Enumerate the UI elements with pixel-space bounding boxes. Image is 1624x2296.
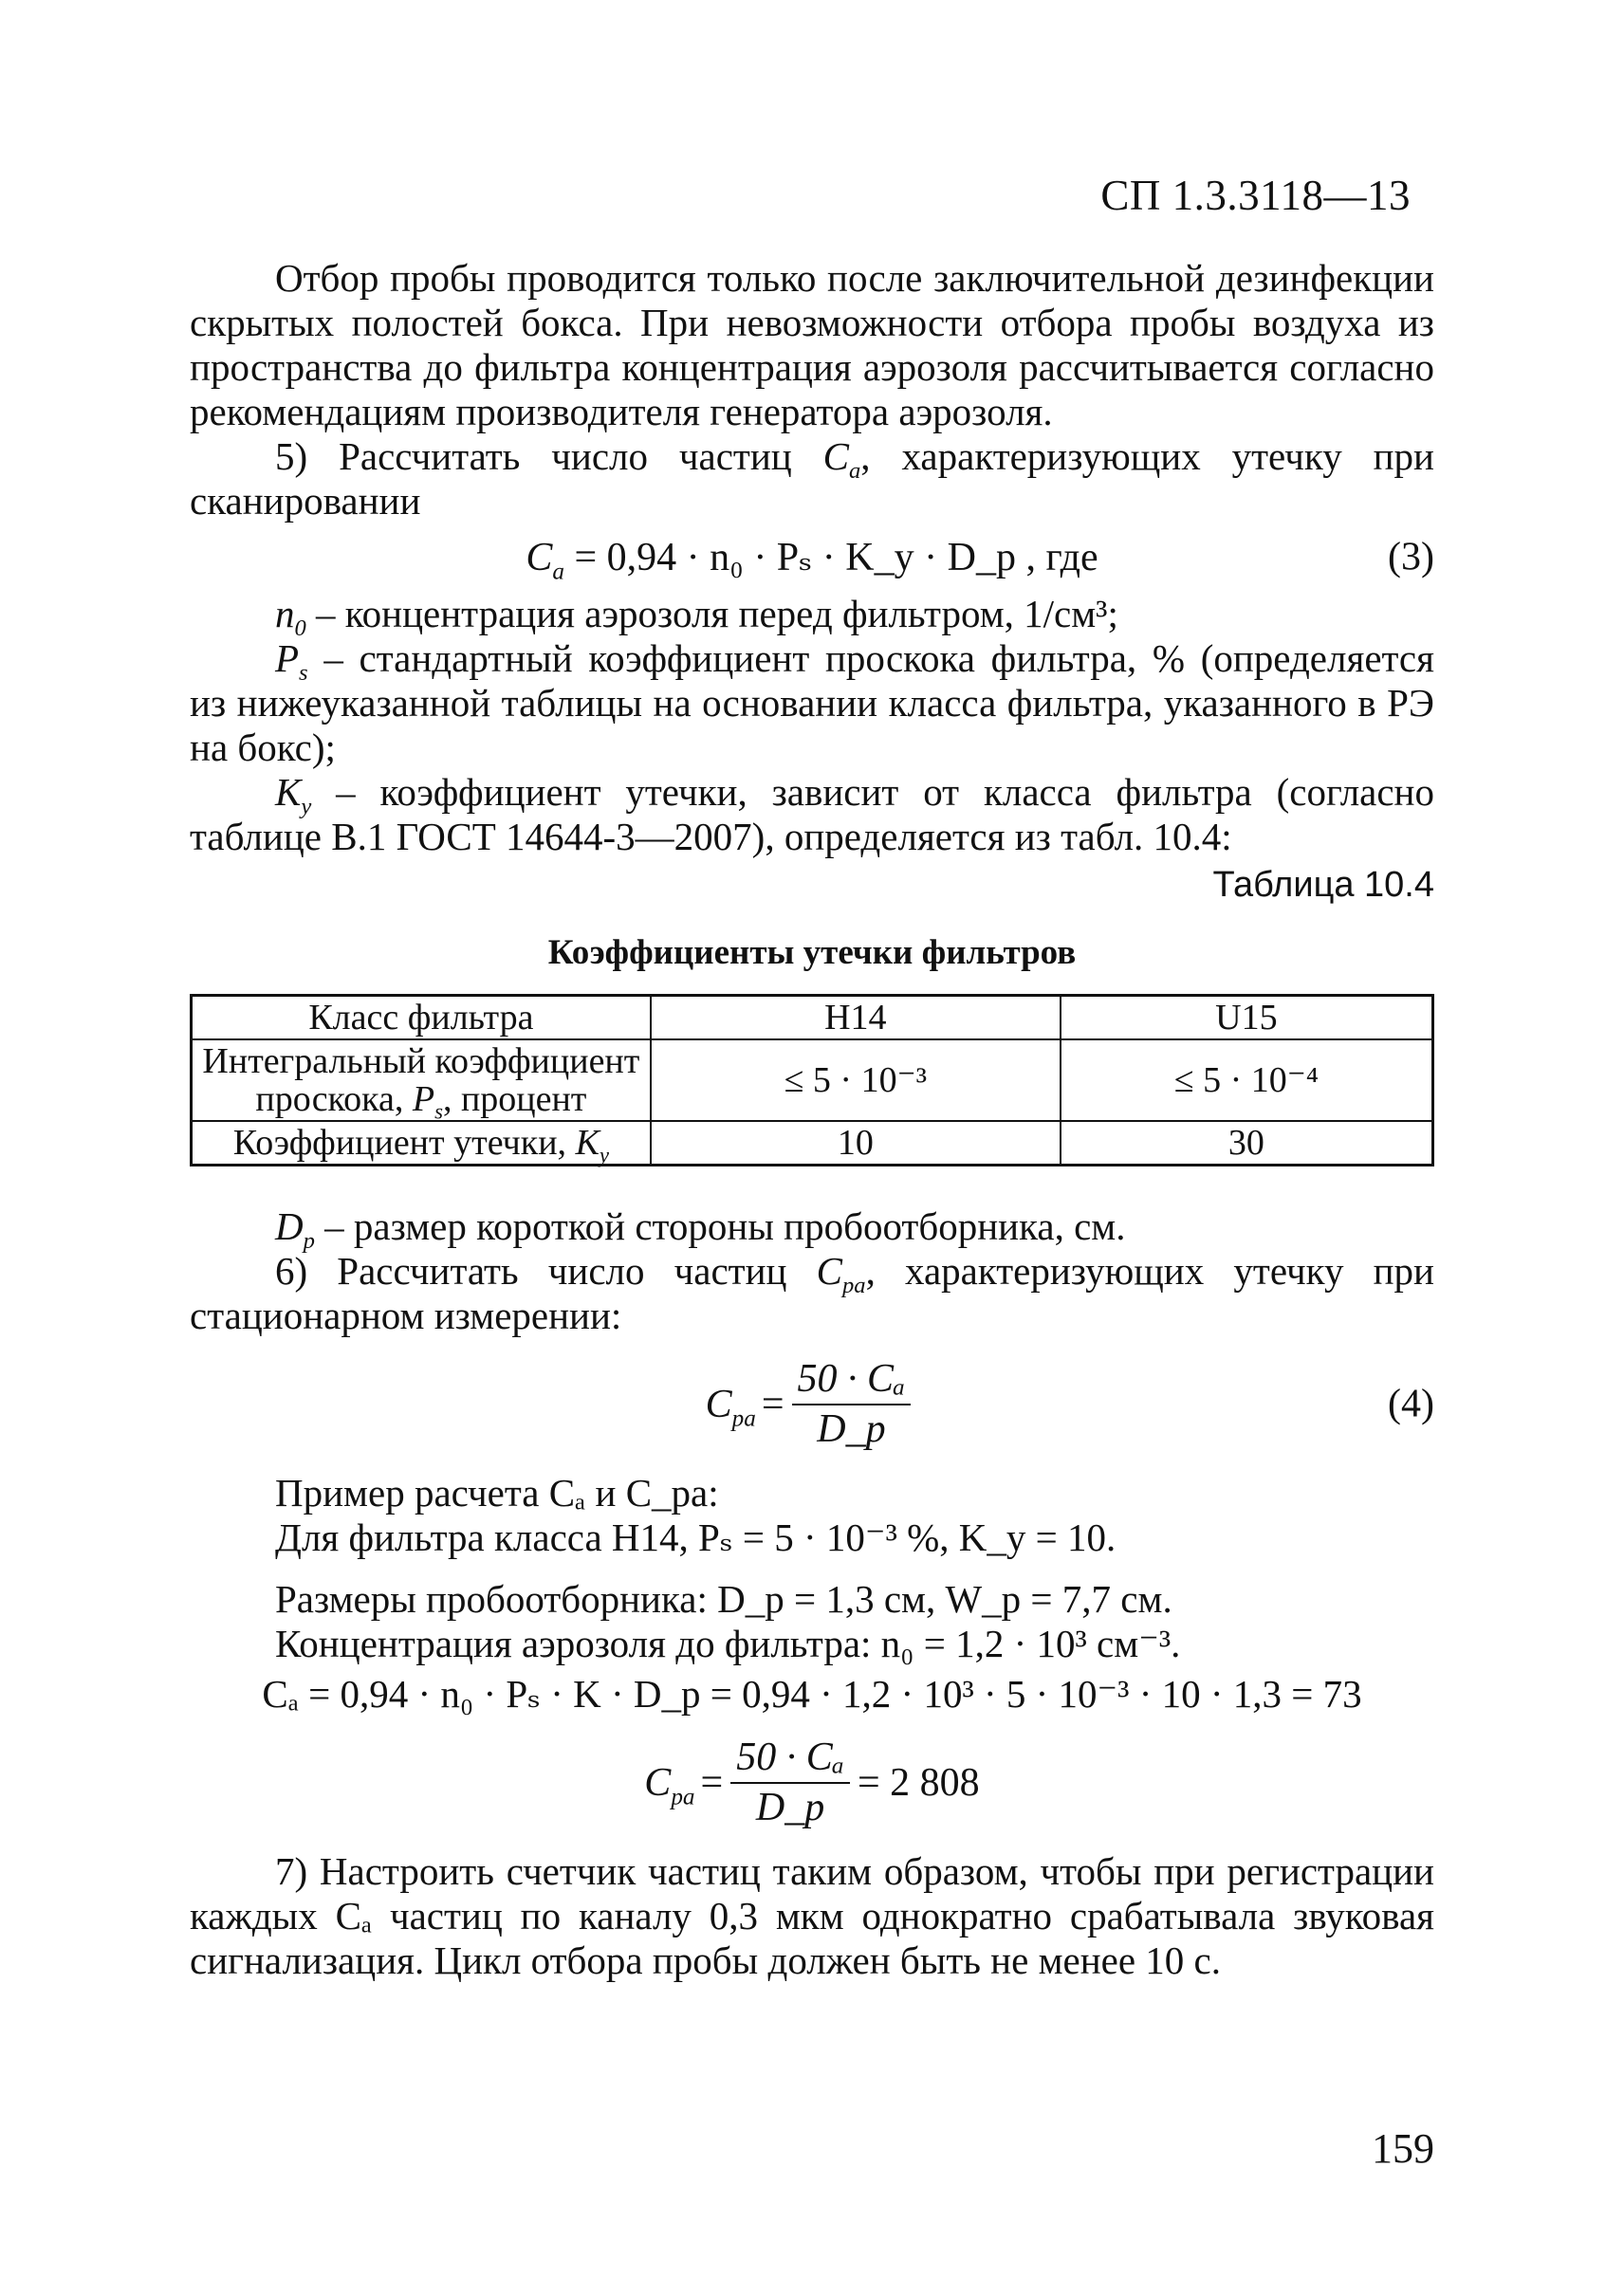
example-formula-cpa: $C_{pa}$ = $\frac{\text{50 · Cₐ}}{D\_p}$ = 2 808 (644, 1736, 980, 1829)
example-line-1: Для фильтра класса H14, Pₛ = 5 · 10⁻³ %, K_y = 10. (275, 1515, 1116, 1559)
page-number: 159 (1372, 2125, 1434, 2172)
cell-h14-leak: 10 (651, 1121, 1061, 1166)
formula-4: $C_{pa}$ = $\frac{\text{50 · Cₐ}}{D\_p}$ (4) (705, 1357, 1434, 1451)
leak-coefficients-table (190, 994, 1434, 1166)
table-header-row (192, 996, 1433, 1040)
table-caption: Таблица 10.4 (1212, 865, 1434, 905)
paragraph-sampling: Отбор пробы проводится только после заключительной дезинфекции скрытых полостей бокса. При невозможности отбора пробы воздуха из пространства до фильтра концентрация аэрозоля рассчитывается согласно рекомендациям производителя генератора аэрозоля. (190, 256, 1434, 433)
fraction: $\frac{\text{50 · Cₐ}}{D\_p}$ (730, 1736, 850, 1830)
definition-dp: $D_p$ – размер короткой стороны пробоотборника, см. (275, 1204, 1126, 1255)
equation-number-4: (4) (1388, 1382, 1434, 1426)
cell-u15-penetration: ≤ 5 · 10⁻⁴ (1061, 1039, 1433, 1121)
header-cell-class: Класс фильтра (192, 996, 651, 1040)
formula-3: $C_a = 0,94 \cdot n_0 \cdot P_s$ · K_y · D_p , где (3) (526, 535, 1434, 584)
definition-ps: $P_s$ – стандартный коэффициент проскока фильтра, % (определяется из нижеуказанной таблицы на основании класса фильтра, указанного в РЭ на бокс); (190, 636, 1434, 769)
fraction: $\frac{\text{50 · Cₐ}}{D\_p}$ (792, 1357, 912, 1452)
row-label-penetration: Интегральный коэффициент проскока, $P_s$, процент (192, 1039, 651, 1121)
cell-h14-penetration: ≤ 5 · 10⁻³ (651, 1039, 1061, 1121)
definition-n0: $n_0$ – концентрация аэрозоля перед фильтром, 1/см³; (275, 592, 1118, 642)
example-line-2: Размеры пробоотборника: D_p = 1,3 см, W_p = 7,7 см. (275, 1577, 1172, 1621)
table-row (192, 1039, 1433, 1121)
cell-u15-leak: 30 (1061, 1121, 1433, 1166)
item-5: 5) Рассчитать число частиц $C_a$, характеризующих утечку при сканировании (190, 434, 1434, 523)
row-label-leak: Коэффициент утечки, $K_y$ (192, 1121, 651, 1166)
item-7: 7) Настроить счетчик частиц таким образом, чтобы при регистрации каждых Cₐ частиц по каналу 0,3 мкм однократно срабатывала звуковая сигнализация. Цикл отбора пробы должен быть не менее 10 с. (190, 1849, 1434, 1982)
equation-number-3: (3) (1388, 535, 1434, 579)
definition-ky: $K_y$ – коэффициент утечки, зависит от класса фильтра (согласно таблице В.1 ГОСТ 14644-3—2007), определяется из табл. 10.4: (190, 770, 1434, 858)
example-title: Пример расчета Cₐ и C_pa: (275, 1471, 719, 1515)
table-row (192, 1121, 1433, 1166)
example-calculation: Cₐ = 0,94 · n₀ · Pₛ · K · D_p = 0,94 · 1,2 · 10³ · 5 · 10⁻³ · 10 · 1,3 = 73 (262, 1672, 1362, 1716)
item-6: 6) Рассчитать число частиц $C_{pa}$, характеризующих утечку при стационарном измерении: (190, 1249, 1434, 1337)
table-title: Коэффициенты утечки фильтров (547, 933, 1077, 972)
header-cell-u15: U15 (1061, 996, 1433, 1040)
header-cell-h14: H14 (651, 996, 1061, 1040)
example-line-3: Концентрация аэрозоля до фильтра: n₀ = 1,2 · 10³ см⁻³. (275, 1622, 1181, 1665)
document-header: СП 1.3.3118—13 (1100, 172, 1411, 219)
page-body (190, 256, 1434, 1983)
